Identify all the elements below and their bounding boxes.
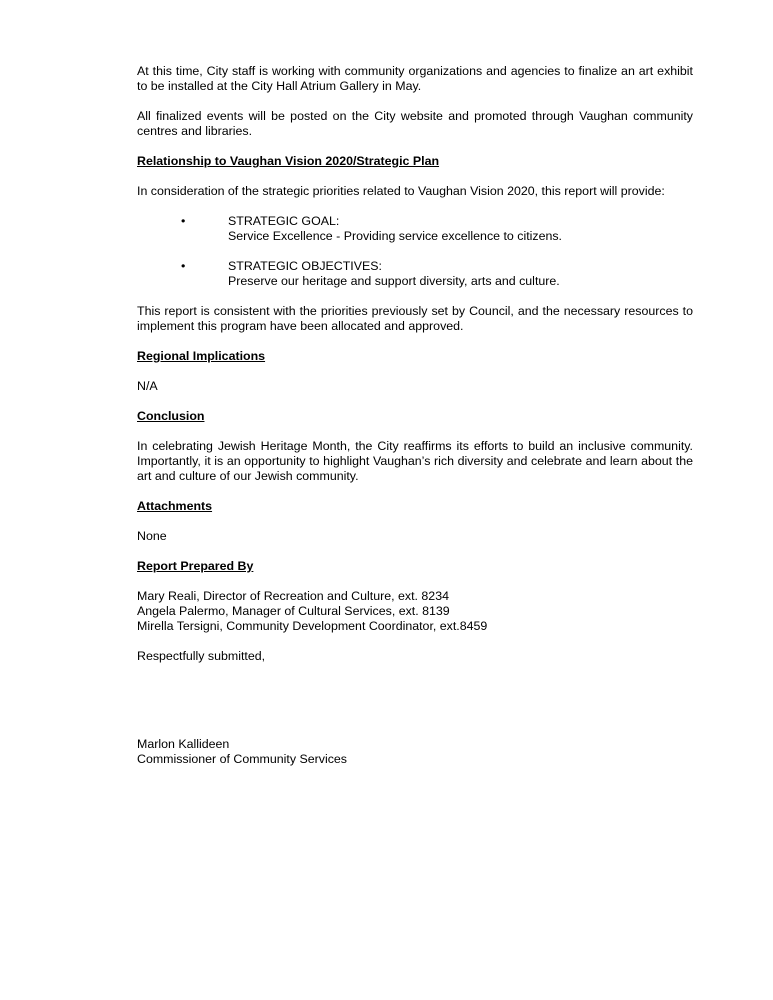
events-paragraph: All finalized events will be posted on the City website and promoted through Vaughan community centres and libraries. [137,109,693,138]
strategic-bullet-list [137,214,693,289]
vision-intro: In consideration of the strategic priorities related to Vaughan Vision 2020, this report will provide: [137,184,665,198]
bullet-text: Preserve our heritage and support diversity, arts and culture. [228,274,560,288]
bullet-dot-icon: • [181,214,186,228]
prepared-by-list [137,589,693,634]
vision-heading: Relationship to Vaughan Vision 2020/Strategic Plan [137,154,440,168]
document-page [137,64,693,767]
regional-heading: Regional Implications [137,349,266,363]
closing-salutation: Respectfully submitted, [137,649,266,663]
signature-space [137,679,693,737]
preparer-name: Angela Palermo, Manager of Cultural Services, ext. 8139 [137,604,450,618]
bullet-strategic-goal [137,214,693,244]
conclusion-paragraph: In celebrating Jewish Heritage Month, the City reaffirms its efforts to build an inclusive community. Importantly, it is an opportunity to highlight Vaughan’s rich diversity and celebrate and learn about the art and culture of our Jewish community. [137,439,693,483]
attachments-text: None [137,529,167,543]
preparer-name: Mary Reali, Director of Recreation and Culture, ext. 8234 [137,589,449,603]
exhibit-paragraph: At this time, City staff is working with community organizations and agencies to finalize an art exhibit to be installed at the City Hall Atrium Gallery in May. [137,64,693,93]
signer-title: Commissioner of Community Services [137,752,348,766]
bullet-dot-icon: • [181,259,186,273]
bullet-text: Service Excellence - Providing service excellence to citizens. [228,229,563,243]
bullet-title: STRATEGIC OBJECTIVES: [228,259,382,273]
regional-text: N/A [137,379,158,393]
conclusion-heading: Conclusion [137,409,205,423]
preparer-name: Mirella Tersigni, Community Development Coordinator, ext.8459 [137,619,488,633]
consistency-paragraph: This report is consistent with the priorities previously set by Council, and the necessary resources to implement this program have been allocated and approved. [137,304,693,333]
bullet-title: STRATEGIC GOAL: [228,214,340,228]
prepared-by-heading: Report Prepared By [137,559,254,573]
attachments-heading: Attachments [137,499,213,513]
signer-name: Marlon Kallideen [137,737,230,751]
signature-block [137,737,693,767]
bullet-strategic-objectives [137,259,693,289]
